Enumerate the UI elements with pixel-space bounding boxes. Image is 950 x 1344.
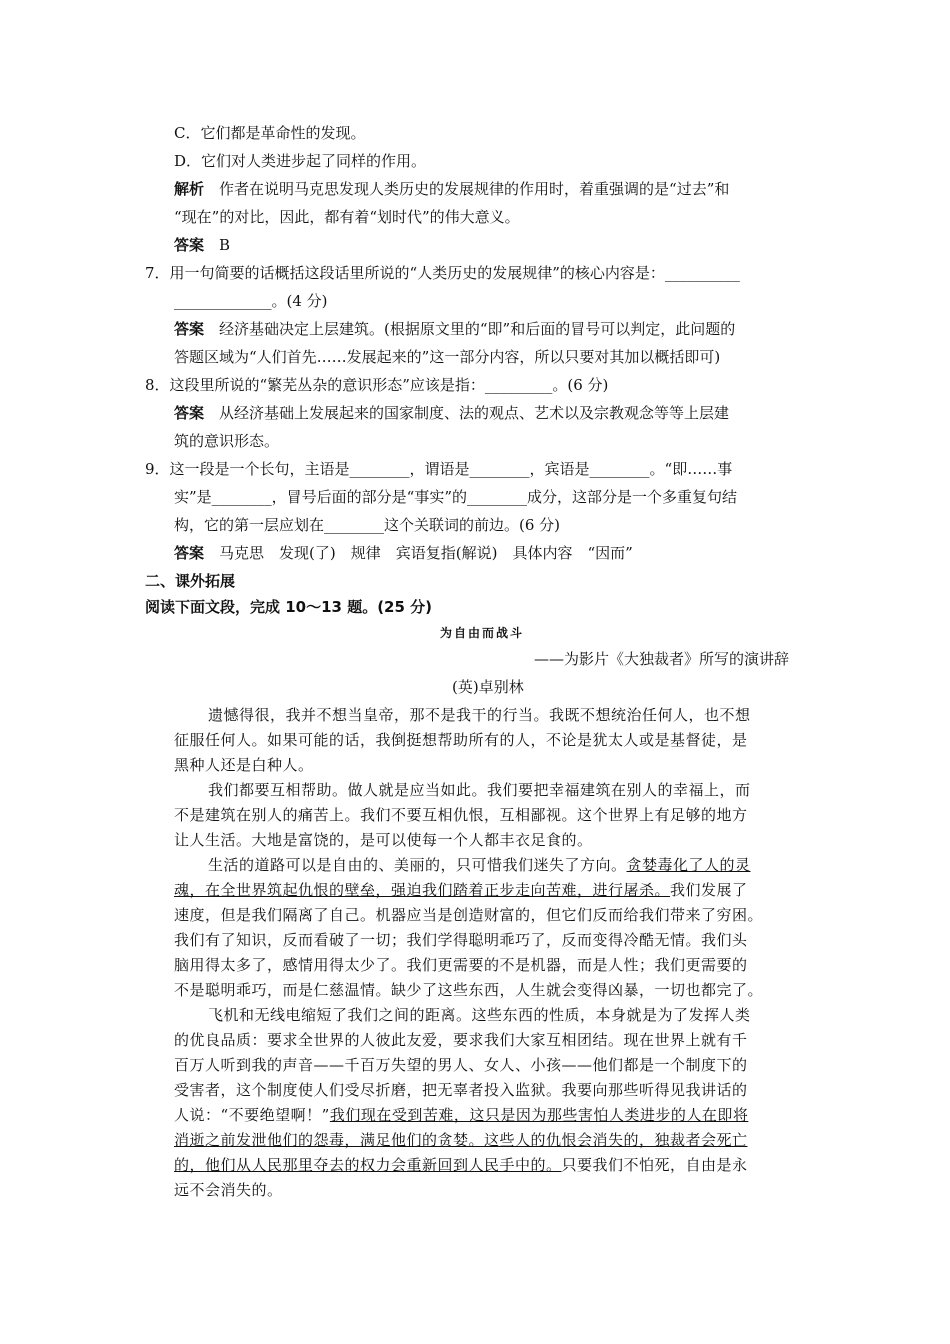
- q8-answer-line-1: [174, 402, 729, 424]
- p1-line-3: 黑种人还是白种人。: [174, 756, 314, 774]
- q7-answer-line-1: [174, 318, 735, 340]
- article-subtitle: ——为影片《大独裁者》所写的演讲辞: [534, 650, 790, 668]
- p3-line-2: [174, 879, 748, 901]
- p4-line-1: 飞机和无线电缩短了我们之间的距离。这些东西的性质，本身就是为了发挥人类: [208, 1006, 751, 1024]
- q9-line-2: 实”是________，冒号后面的部分是“事实”的________成分，这部分是一个多重复句结: [174, 488, 738, 506]
- p4-line-2: 的优良品质：要求全世界的人彼此友爱，要求我们大家互相团结。现在世界上就有千: [174, 1031, 748, 1049]
- p3-line-3: 速度，但是我们隔离了自己。机器应当是创造财富的，但它们反而给我们带来了穷困。: [174, 906, 764, 924]
- p2-line-1: 我们都要互相帮助。做人就是应当如此。我们要把幸福建筑在别人的幸福上，而: [208, 781, 751, 799]
- p3-line-4: 我们有了知识，反而看破了一切；我们学得聪明乖巧了，反而变得冷酷无情。我们头: [174, 931, 748, 949]
- p3-line-1: [208, 854, 751, 876]
- analysis-label: 解析: [174, 180, 205, 198]
- p3-underlined-2: 魂，在全世界筑起仇恨的壁垒，强迫我们踏着正步走向苦难，进行屠杀。: [174, 881, 671, 899]
- q7-line-2: _____________。(4 分): [174, 292, 328, 310]
- p3-line-6: 不是聪明乖巧，而是仁慈温情。缺少了这些东西，人生就会变得凶暴，一切也都完了。: [174, 981, 764, 999]
- p4-line-6: 消逝之前发泄他们的怨毒，满足他们的贪婪。这些人的仇恨会消失的，独裁者会死亡: [174, 1131, 748, 1149]
- q8-line-1: 8．这段里所说的“繁芜丛杂的意识形态”应该是指：_________。(6 分): [145, 376, 609, 394]
- p3-text-1a: 生活的道路可以是自由的、美丽的，只可惜我们迷失了方向。: [208, 856, 627, 874]
- answer-label: 答案: [174, 236, 205, 254]
- q8-answer-text-1: 从经济基础上发展起来的国家制度、法的观点、艺术以及宗教观念等等上层建: [219, 404, 730, 422]
- p4-underlined-5: 我们现在受到苦难，这只是因为那些害怕人类进步的人在即将: [329, 1106, 749, 1124]
- answer-q6-value: B: [219, 236, 231, 254]
- p4-underlined-7: 的，他们从人民那里夺去的权力会重新回到人民手中的。: [174, 1156, 562, 1174]
- q9-line-3: 构，它的第一层应划在________这个关联词的前边。(6 分): [174, 516, 561, 534]
- p1-line-1: 遗憾得很，我并不想当皇帝，那不是我干的行当。我既不想统治任何人，也不想: [208, 706, 751, 724]
- article-title: 为自由而战斗: [440, 626, 525, 640]
- analysis-text-1: 作者在说明马克思发现人类历史的发展规律的作用时，着重强调的是“过去”和: [219, 180, 730, 198]
- answer-label: 答案: [174, 320, 205, 338]
- p4-line-5: [174, 1104, 748, 1126]
- p4-line-3: 百万人听到我的声音——千百万失望的男人、女人、小孩——他们都是一个制度下的: [174, 1056, 748, 1074]
- p3-line-5: 脑用得太多了，感情用得太少了。我们更需要的不是机器，而是人性；我们更需要的: [174, 956, 748, 974]
- p1-line-2: 征服任何人。如果可能的话，我倒挺想帮助所有的人，不论是犹太人或是基督徒，是: [174, 731, 748, 749]
- analysis-line-1: [174, 178, 729, 200]
- q7-answer-line-2: 答题区域为“人们首先……发展起来的”这一部分内容，所以只要对其加以概括即可): [174, 348, 721, 366]
- p4-line-7: [174, 1154, 748, 1176]
- q7-line-1: 7．用一句简要的话概括这段话里所说的“人类历史的发展规律”的核心内容是：__________: [145, 264, 740, 282]
- p3-text-2b: 我们发展了: [670, 881, 748, 899]
- q8-answer-line-2: 筑的意识形态。: [174, 432, 280, 450]
- answer-q6: [174, 234, 230, 256]
- section-instruction: 阅读下面文段，完成 10～13 题。(25 分): [145, 598, 433, 616]
- p4-text-7b: 只要我们不怕死，自由是永: [561, 1156, 748, 1174]
- p4-line-8: 远不会消失的。: [174, 1181, 283, 1199]
- answer-label: 答案: [174, 544, 205, 562]
- answer-label: 答案: [174, 404, 205, 422]
- q9-answer: [174, 542, 633, 564]
- p2-line-3: 让人生活。大地是富饶的，是可以使每一个人都丰衣足食的。: [174, 831, 593, 849]
- p4-text-5a: 人说：“不要绝望啊！”: [174, 1106, 330, 1124]
- p4-line-4: 受害者，这个制度使人们受尽折磨，把无辜者投入监狱。我要向那些听得见我讲话的: [174, 1081, 748, 1099]
- q9-answer-text: 马克思 发现(了) 规律 宾语复指(解说) 具体内容 “因而”: [219, 544, 633, 562]
- option-d: D．它们对人类进步起了同样的作用。: [174, 152, 427, 170]
- article-author: (英)卓别林: [452, 678, 524, 696]
- p3-underlined-1: 贪婪毒化了人的灵: [626, 856, 751, 874]
- p2-line-2: 不是建筑在别人的痛苦上。我们不要互相仇恨，互相鄙视。这个世界上有足够的地方: [174, 806, 748, 824]
- section-heading: 二、课外拓展: [145, 572, 236, 590]
- option-c: C．它们都是革命性的发现。: [174, 124, 366, 142]
- q9-line-1: 9．这一段是一个长句，主语是________，谓语是________，宾语是________。“即……事: [145, 460, 733, 478]
- q7-answer-text-1: 经济基础决定上层建筑。(根据原文里的“即”和后面的冒号可以判定，此问题的: [219, 320, 736, 338]
- analysis-line-2: “现在”的对比，因此，都有着“划时代”的伟大意义。: [174, 208, 520, 226]
